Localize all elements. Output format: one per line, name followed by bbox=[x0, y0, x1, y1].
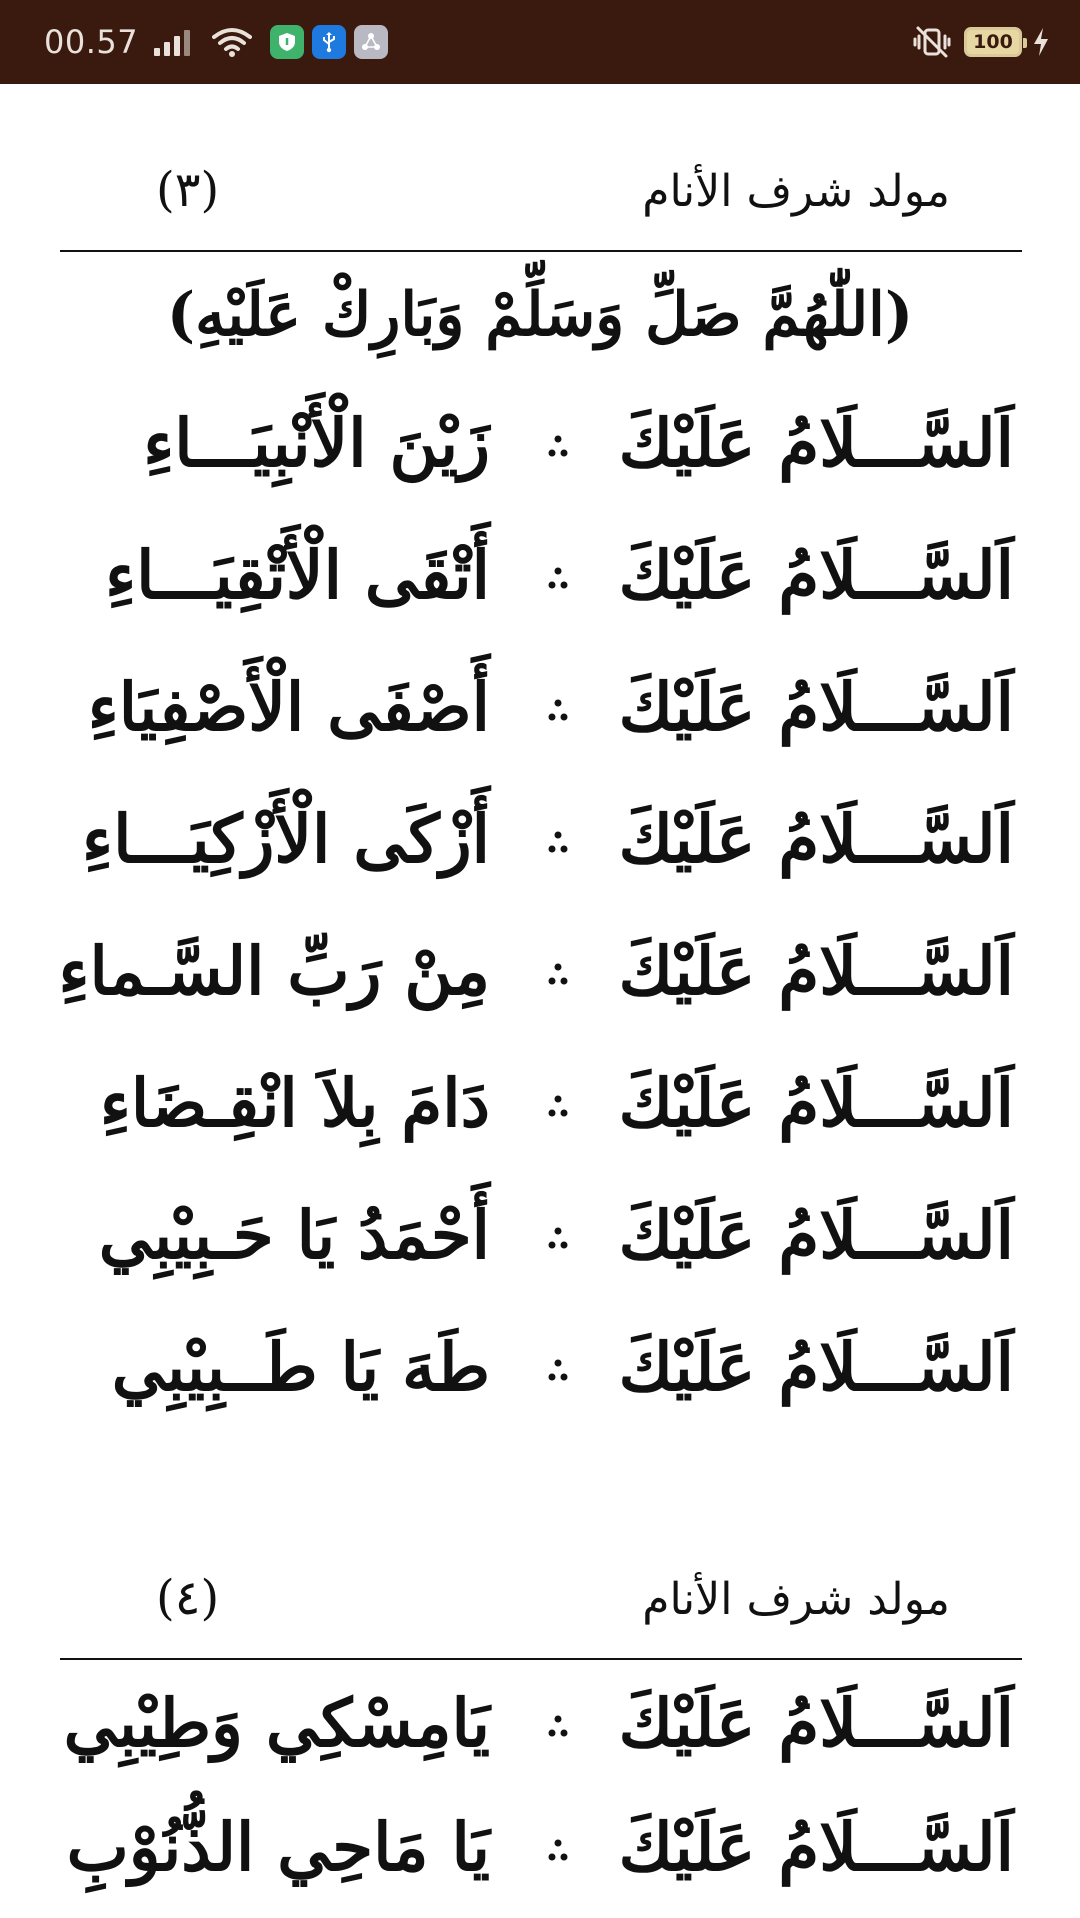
verse-left: مِنْ رَبِّ السَّـماءِ bbox=[58, 932, 490, 1010]
verse-right: اَلسَّـــلَامُ عَلَيْكَ bbox=[618, 1328, 1014, 1406]
verse-left: أَزْكَى الْأَزْكِيَـــاءِ bbox=[82, 800, 490, 878]
verse-left: أَصْفَى الْأَصْفِيَاءِ bbox=[87, 668, 490, 746]
share-app-icon bbox=[354, 25, 388, 59]
dua-line: (اللّٰهُمَّ صَلِّ وَسَلِّمْ وَبَارِكْ عَلَيْهِ) bbox=[166, 280, 914, 350]
verse-separator-icon bbox=[548, 698, 568, 724]
verse-left: أَتْقَى الْأَتْقِيَـــاءِ bbox=[105, 536, 490, 614]
page-number: (٤) bbox=[156, 1570, 220, 1626]
page-header bbox=[0, 1570, 1080, 1634]
header-title: مولد شرف الأنام bbox=[642, 1574, 950, 1625]
verse-right: اَلسَّـــلَامُ عَلَيْكَ bbox=[618, 800, 1014, 878]
charging-bolt-icon bbox=[1032, 27, 1050, 57]
page-section-4 bbox=[0, 1570, 1080, 1634]
battery-level: 100 bbox=[973, 30, 1013, 53]
verse-separator-icon bbox=[548, 434, 568, 460]
verse-right: اَلسَّـــلَامُ عَلَيْكَ bbox=[618, 668, 1014, 746]
status-bar-left bbox=[44, 0, 396, 84]
verse-line bbox=[0, 1684, 1080, 1794]
page-header bbox=[0, 162, 1080, 226]
page-section-3 bbox=[0, 162, 1080, 226]
verse-separator-icon bbox=[548, 1226, 568, 1252]
verse-left: أَحْمَدُ يَا حَـبِيْبِي bbox=[98, 1196, 490, 1274]
verse-left: زَيْنَ الْأَنْبِيَـــاءِ bbox=[143, 404, 490, 482]
status-bar bbox=[0, 0, 1080, 84]
verse-separator-icon bbox=[548, 1838, 568, 1864]
verse-separator-icon bbox=[548, 1714, 568, 1740]
verse-right: اَلسَّـــلَامُ عَلَيْكَ bbox=[618, 1196, 1014, 1274]
signal-icon bbox=[154, 28, 194, 56]
verse-separator-icon bbox=[548, 962, 568, 988]
verse-separator-icon bbox=[548, 566, 568, 592]
verse-left: يَامِسْكِي وَطِيْبِي bbox=[63, 1684, 490, 1762]
verse-line bbox=[0, 1196, 1080, 1306]
verse-line bbox=[0, 404, 1080, 514]
status-time: 00.57 bbox=[44, 23, 139, 61]
vibrate-mute-icon bbox=[912, 24, 952, 60]
verse-line bbox=[0, 1328, 1080, 1438]
header-rule bbox=[60, 250, 1022, 252]
status-bar-right bbox=[912, 0, 1050, 84]
header-title: مولد شرف الأنام bbox=[642, 166, 950, 217]
verse-right: اَلسَّـــلَامُ عَلَيْكَ bbox=[618, 1808, 1014, 1886]
usb-icon bbox=[312, 25, 346, 59]
page-number: (٣) bbox=[156, 162, 220, 218]
verse-right: اَلسَّـــلَامُ عَلَيْكَ bbox=[618, 536, 1014, 614]
shield-app-icon bbox=[270, 25, 304, 59]
battery-icon bbox=[964, 27, 1022, 57]
verse-left: دَامَ بِلاَ انْقِـضَاءِ bbox=[99, 1064, 490, 1142]
verse-left: طَهَ يَا طَــبِيْبِي bbox=[111, 1328, 490, 1406]
verse-separator-icon bbox=[548, 1358, 568, 1384]
verse-separator-icon bbox=[548, 1094, 568, 1120]
header-rule bbox=[60, 1658, 1022, 1660]
verse-right: اَلسَّـــلَامُ عَلَيْكَ bbox=[618, 404, 1014, 482]
verse-separator-icon bbox=[548, 830, 568, 856]
verse-line bbox=[0, 800, 1080, 910]
verse-line bbox=[0, 536, 1080, 646]
verse-line bbox=[0, 1064, 1080, 1174]
verse-right: اَلسَّـــلَامُ عَلَيْكَ bbox=[618, 1064, 1014, 1142]
verse-right: اَلسَّـــلَامُ عَلَيْكَ bbox=[618, 1684, 1014, 1762]
verse-line bbox=[0, 932, 1080, 1042]
verse-line bbox=[0, 668, 1080, 778]
verse-right: اَلسَّـــلَامُ عَلَيْكَ bbox=[618, 932, 1014, 1010]
wifi-icon bbox=[212, 27, 252, 57]
verse-left: يَا مَاحِي الذُّنُوْبِ bbox=[66, 1808, 490, 1886]
verse-line bbox=[0, 1808, 1080, 1918]
